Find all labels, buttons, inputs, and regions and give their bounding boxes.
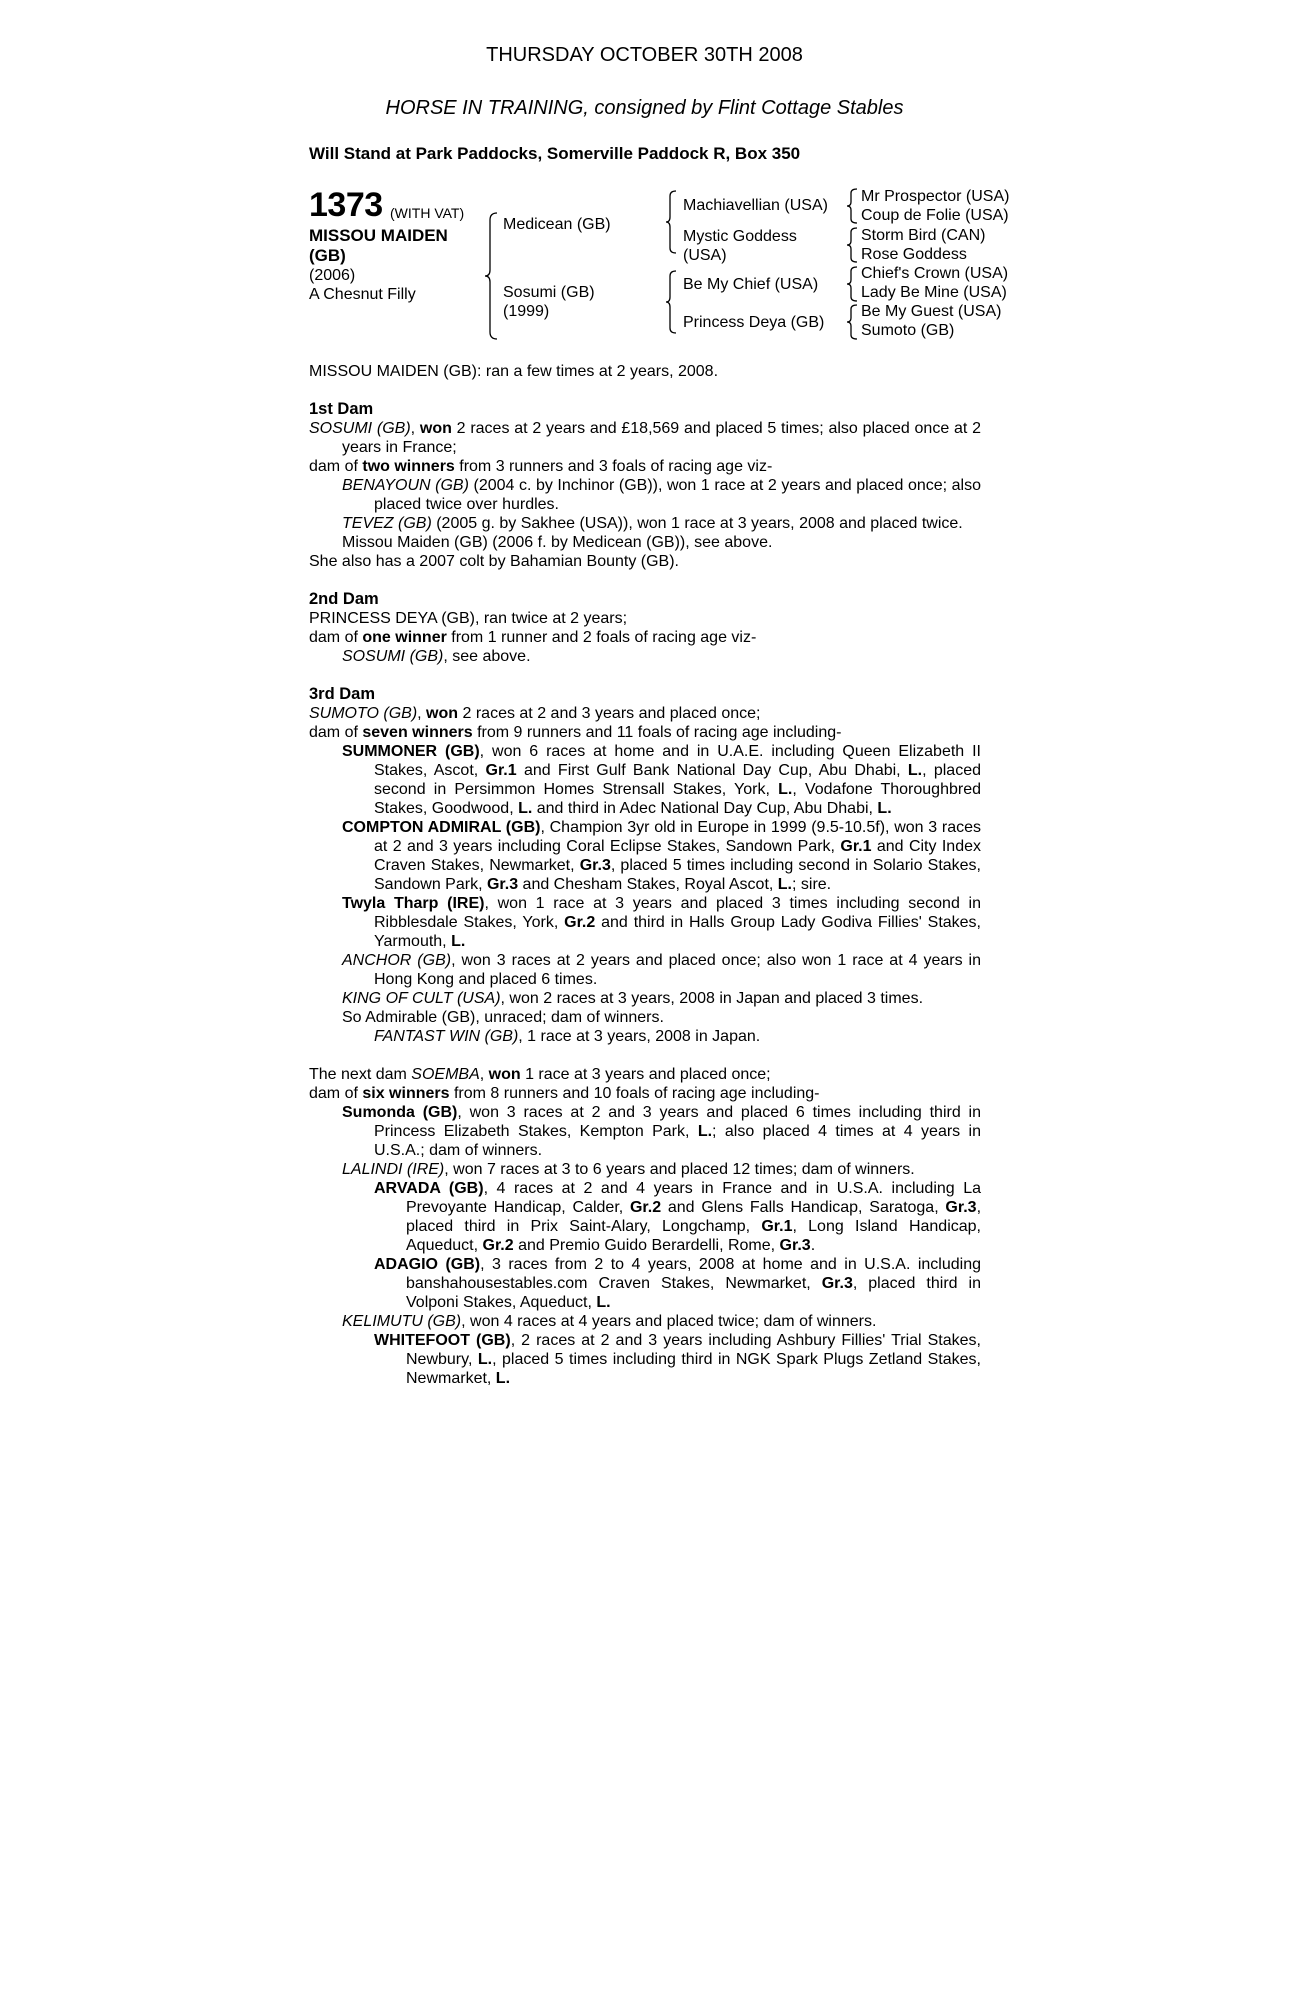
third-dam-produce: dam of seven winners from 9 runners and 11 foals of racing age including- — [309, 724, 842, 741]
pedigree-ds-sire: Chief's Crown (USA) — [861, 265, 1009, 282]
progeny-entry: Sumonda (GB), won 3 races at 2 and 3 years and placed 6 times including third in Princess Elizabeth Stakes, Kempton Park, L.; also placed 4 times at 4 years in U.S.A.; dam of winners. — [342, 1104, 981, 1159]
grand-progeny-entry: ARVADA (GB), 4 races at 2 and 4 years in France and in U.S.A. including La Prevoyante Handicap, Calder, Gr.2 and Glens Falls Handicap, Saratoga, Gr.3, placed third in Prix Saint-Alary, Longchamp, Gr.1, Long Island Handicap, Aqueduct, Gr.2 and Premio Guido Berardelli, Rome, Gr.3. — [374, 1180, 982, 1254]
progeny-entry: KELIMUTU (GB), won 4 races at 4 years and placed twice; dam of winners. — [342, 1313, 877, 1330]
progeny-entry: COMPTON ADMIRAL (GB), Champion 3yr old in Europe in 1999 (9.5-10.5f), won 3 races at 2 and 3 years including Coral Eclipse Stakes, Sandown Park, Gr.1 and City Index Craven Stakes, Newmarket, Gr.3, placed 5 times including second in Solario Stakes, Sandown Park, Gr.3 and Chesham Stakes, Royal Ascot, L.; sire. — [342, 819, 982, 893]
pedigree-dam-dam: Princess Deya (GB) — [683, 314, 825, 331]
vat-note: (WITH VAT) — [390, 205, 465, 221]
pedigree-sire-dam: Mystic Goddess — [683, 228, 797, 245]
stand-location: Will Stand at Park Paddocks, Somerville Paddock R, Box 350 — [309, 144, 801, 163]
grand-progeny-entry: WHITEFOOT (GB), 2 races at 2 and 3 years including Ashbury Fillies' Trial Stakes, Newbury, L., placed 5 times including third in NGK Spark Plugs Zetland Stakes, Newmarket, L. — [374, 1332, 981, 1387]
progeny-entry: LALINDI (IRE), won 7 races at 3 to 6 years and placed 12 times; dam of winners. — [342, 1161, 915, 1178]
first-dam-produce: dam of two winners from 3 runners and 3 foals of racing age viz- — [309, 458, 773, 475]
fourth-dam-produce: dam of six winners from 8 runners and 10 foals of racing age including- — [309, 1085, 820, 1102]
progeny-entry: SOSUMI (GB), see above. — [342, 648, 531, 665]
pedigree-sd-dam: Rose Goddess — [861, 246, 967, 263]
pedigree-ds-dam: Lady Be Mine (USA) — [861, 284, 1007, 301]
first-dam-heading: 1st Dam — [309, 400, 374, 418]
consignment-line: HORSE IN TRAINING, consigned by Flint Cottage Stables — [385, 97, 904, 119]
progeny-entry: BENAYOUN (GB) (2004 c. by Inchinor (GB)), won 1 race at 2 years and placed once; also placed twice over hurdles. — [342, 477, 981, 513]
horse-meta — [309, 266, 416, 304]
horse-name-line2: (GB) — [309, 246, 346, 265]
pedigree-dam-sire: Be My Chief (USA) — [683, 276, 819, 293]
first-dam-record: SOSUMI (GB), won 2 races at 2 years and £18,569 and placed 5 times; also placed once at 2 years in France; — [309, 420, 981, 456]
sale-date: THURSDAY OCTOBER 30TH 2008 — [486, 44, 803, 66]
pedigree-dd-dam: Sumoto (GB) — [861, 322, 955, 339]
grand-progeny-entry: FANTAST WIN (GB), 1 race at 3 years, 2008 in Japan. — [374, 1028, 761, 1045]
catalogue-body — [309, 362, 981, 1388]
pedigree-sire-sire: Machiavellian (USA) — [683, 197, 828, 214]
third-dam-heading: 3rd Dam — [309, 685, 376, 703]
progeny-entry: SUMMONER (GB), won 6 races at home and in U.A.E. including Queen Elizabeth II Stakes, Ascot, Gr.1 and First Gulf Bank National Day Cup, Abu Dhabi, L., placed second in Persimmon Homes Strensall Stakes, York, L., Vodafone Thoroughbred Stakes, Goodwood, L. and third in Adec National Day Cup, Abu Dhabi, L. — [342, 743, 982, 817]
pedigree-brace-main — [484, 212, 498, 340]
progeny-entry: So Admirable (GB), unraced; dam of winners. — [342, 1009, 664, 1026]
pedigree-ss-sire: Mr Prospector (USA) — [861, 188, 1010, 205]
second-dam-heading: 2nd Dam — [309, 590, 379, 608]
progeny-entry: Missou Maiden (GB) (2006 f. by Medicean (GB)), see above. — [342, 534, 773, 551]
horse-name — [309, 226, 469, 266]
horse-description: A Chesnut Filly — [309, 286, 416, 303]
fourth-dam-record: The next dam SOEMBA, won 1 race at 3 years and placed once; — [309, 1066, 771, 1083]
pedigree-brace-dd — [846, 304, 858, 340]
pedigree-sire: Medicean (GB) — [503, 216, 611, 233]
horse-name-line1: MISSOU MAIDEN — [309, 226, 448, 245]
progeny-entry: KING OF CULT (USA), won 2 races at 3 years, 2008 in Japan and placed 3 times. — [342, 990, 924, 1007]
pedigree-brace-dam — [665, 270, 677, 334]
pedigree-dam: Sosumi (GB) — [503, 284, 595, 301]
pedigree-sire-dam-origin: (USA) — [683, 247, 727, 264]
horse-year: (2006) — [309, 267, 356, 284]
pedigree-brace-sire — [665, 190, 677, 254]
pedigree-ss-dam: Coup de Folie (USA) — [861, 207, 1009, 224]
lot-number: 1373 — [309, 186, 383, 224]
pedigree-brace-ss — [846, 188, 858, 224]
pedigree-sd-sire: Storm Bird (CAN) — [861, 227, 986, 244]
grand-progeny-entry: ADAGIO (GB), 3 races from 2 to 4 years, 2008 at home and in U.S.A. including banshahousestables.com Craven Stakes, Newmarket, Gr.3, placed third in Volponi Stakes, Aqueduct, L. — [374, 1256, 981, 1311]
pedigree-dd-sire: Be My Guest (USA) — [861, 303, 1002, 320]
first-dam-also: She also has a 2007 colt by Bahamian Bounty (GB). — [309, 553, 679, 570]
progeny-entry: TEVEZ (GB) (2005 g. by Sakhee (USA)), won 1 race at 3 years, 2008 and placed twice. — [342, 515, 963, 532]
pedigree-brace-ds — [846, 266, 858, 302]
progeny-entry: ANCHOR (GB), won 3 races at 2 years and placed once; also won 1 race at 4 years in Hong Kong and placed 6 times. — [342, 952, 981, 988]
third-dam-record: SUMOTO (GB), won 2 races at 2 and 3 years and placed once; — [309, 705, 761, 722]
second-dam-produce: dam of one winner from 1 runner and 2 foals of racing age viz- — [309, 629, 757, 646]
race-summary: MISSOU MAIDEN (GB): ran a few times at 2 years, 2008. — [309, 363, 719, 380]
pedigree-brace-sd — [846, 227, 858, 263]
progeny-entry: Twyla Tharp (IRE), won 1 race at 3 years and placed 3 times including second in Ribblesdale Stakes, York, Gr.2 and third in Halls Group Lady Godiva Fillies' Stakes, Yarmouth, L. — [342, 895, 982, 950]
pedigree-dam-year: (1999) — [503, 303, 550, 320]
second-dam-record: PRINCESS DEYA (GB), ran twice at 2 years; — [309, 610, 628, 627]
